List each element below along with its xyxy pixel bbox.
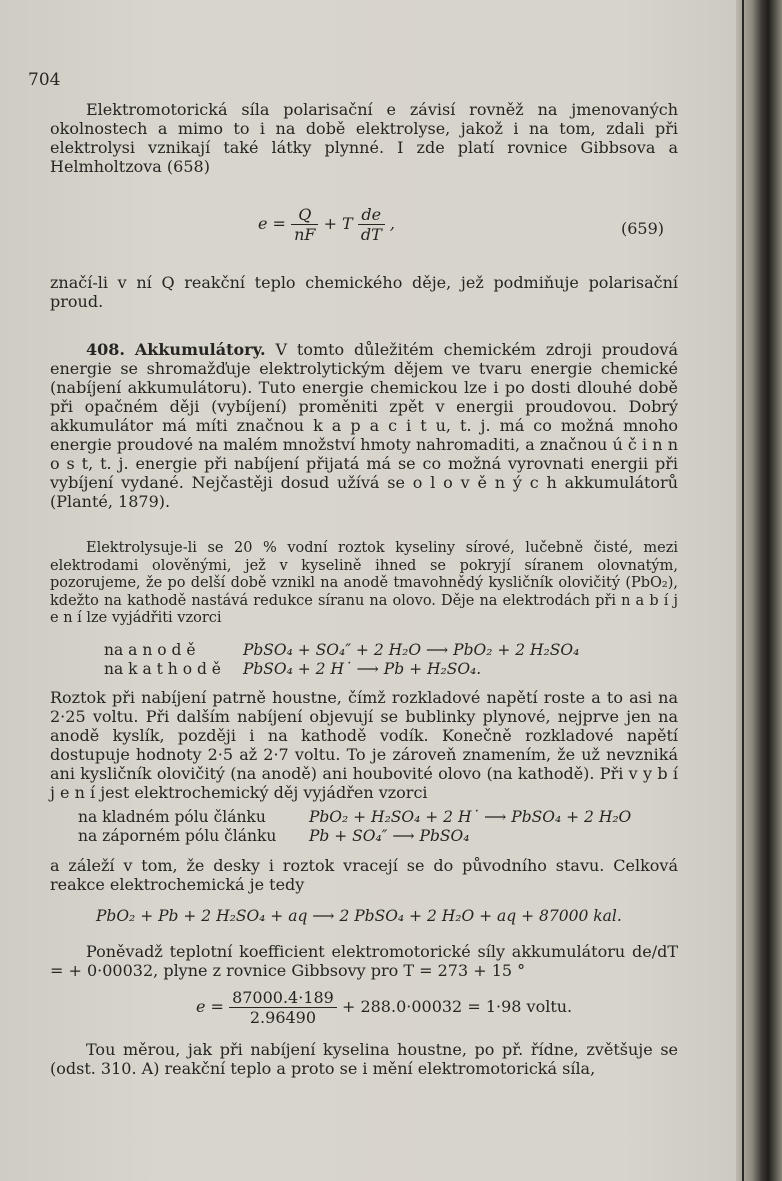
positive-pole-equation: PbO₂ + H₂SO₄ + 2 H˙ ⟶ PbSO₄ + 2 H₂O bbox=[308, 808, 632, 826]
binding-edge bbox=[742, 0, 744, 1181]
section-title: Akkumulátory. bbox=[134, 340, 266, 359]
anode-equation: PbSO₄ + SO₄″ + 2 H₂O ⟶ PbO₂ + 2 H₂SO₄ bbox=[242, 641, 580, 659]
paragraph-text: Tou měrou, jak při nabíjení kyselina houstne, po př. řídne, zvětšuje se (odst. 310. A) reakční teplo a proto se i mění elektromotorická síla, bbox=[50, 1040, 678, 1078]
paragraph-q-definition bbox=[50, 273, 678, 311]
calculation-equation bbox=[196, 988, 572, 1027]
paragraph-text: Elektromotorická síla polarisační e závisí rovněž na jmenovaných okolnostech a mimo to i na době elektrolyse, jakož i na tom, zdali při elektrolysi vznikají také látky plynné. I zde platí rovnice Gibbsova a Helmholtzova (658) bbox=[50, 100, 678, 176]
positive-pole-label: na kladném pólu článku bbox=[78, 808, 266, 826]
anode-label: na a n o d ě bbox=[104, 641, 196, 659]
paragraph-text: Roztok při nabíjení patrně houstne, čímž rozkladové napětí roste a to asi na 2·25 voltu. Při dalším nabíjení objevují se bublinky plynové, nejprve jen na anodě kyslík, později i na kathodě vodík. Konečně rozkladové napětí dostupuje hodnoty 2·5 až 2·7 voltu. To je zároveň znamením, že už nevzniká ani kysličník olovičitý (na anodě) ani houbovité olovo (na kathodě). Při v y b í j e n í jest elektrochemický děj vyjádřen vzorci bbox=[50, 688, 678, 802]
paragraph-density bbox=[50, 1040, 678, 1078]
paragraph-charging bbox=[50, 688, 678, 802]
eq-fraction-q bbox=[291, 205, 318, 244]
section-paragraph bbox=[50, 340, 678, 511]
eq-plus: + T bbox=[323, 214, 353, 233]
cathode-label: na k a t h o d ě bbox=[104, 660, 221, 678]
eq-frac2-den: dT bbox=[360, 225, 382, 244]
negative-pole-equation: Pb + SO₄″ ⟶ PbSO₄ bbox=[308, 827, 470, 845]
section-body: V tomto důležitém chemickém zdroji proudová energie se shromažďuje elektrolytickým dějem ve tvaru energie chemické (nabíjení akkumulátoru). Tuto energie chemickou lze i po dosti dlouhé době při opačném ději (vybíjení) proměniti zpět v energii proudovou. Dobrý akkumulátor má míti značnou k a p a c i t u, t. j. má co možná mnoho energie proudové na malém množství hmoty nahromaditi, a značnou ú č i n n o s t, t. j. energie při nabíjení přijatá má se co možná vyrovnati energii při vybíjení vydané. Nejčastěji dosud užívá se o l o v ě n ý c h akkumulátorů (Planté, 1879). bbox=[50, 340, 679, 511]
paragraph-text: a záleží v tom, že desky i roztok vracejí se do původního stavu. Celková reakce elektrochemická je tedy bbox=[50, 856, 678, 894]
calc-lhs: e = bbox=[196, 997, 224, 1016]
eq-lhs: e = bbox=[258, 214, 286, 233]
paragraph-polarisation bbox=[50, 100, 678, 176]
eq-frac1-den: nF bbox=[294, 225, 316, 244]
charge-anode-row bbox=[104, 641, 579, 659]
calc-tail: + 288.0·00032 = 1·98 voltu. bbox=[341, 997, 573, 1016]
section-408 bbox=[50, 340, 678, 511]
calc-numerator: 87000.4·189 bbox=[229, 988, 337, 1008]
total-reaction-equation: PbO₂ + Pb + 2 H₂SO₄ + aq ⟶ 2 PbSO₄ + 2 H₂O + aq + 87000 kal. bbox=[96, 907, 622, 925]
total-reaction bbox=[96, 907, 622, 925]
paragraph-text: značí-li v ní Q reakční teplo chemického děje, jež podmiňuje polarisační proud. bbox=[50, 273, 678, 311]
equation-number: (659) bbox=[621, 219, 665, 238]
paragraph-return bbox=[50, 856, 678, 894]
eq-tail: , bbox=[389, 214, 395, 233]
equation-659 bbox=[258, 205, 395, 244]
discharge-positive-row bbox=[78, 808, 631, 826]
page-number: 704 bbox=[28, 70, 61, 90]
calc-fraction bbox=[229, 988, 337, 1027]
eq-frac1-num: Q bbox=[291, 205, 318, 225]
eq-fraction-de bbox=[358, 205, 385, 244]
paragraph-text: Poněvadž teplotní koefficient elektromotorické síly akkumulátoru de/dT = + 0·00032, plyne z rovnice Gibbsovy pro T = 273 + 15 ° bbox=[50, 942, 678, 980]
discharge-negative-row bbox=[78, 827, 469, 845]
charge-cathode-row bbox=[104, 660, 481, 678]
cathode-equation: PbSO₄ + 2 H˙ ⟶ Pb + H₂SO₄. bbox=[242, 660, 482, 678]
section-number: 408. bbox=[86, 340, 125, 359]
paragraph-text: Elektrolysuje-li se 20 % vodní roztok kyseliny sírové, lučebně čisté, mezi elektrodami olověnými, jež v kyselině ihned se pokryjí síranem olovnatým, pozorujeme, že po delší době vznikl na anodě tmavohnědý kysličník olovičitý (PbO₂), kdežto na kathodě nastává redukce síranu na olovo. Děje na elektrodách při n a b í j e n í lze vyjádřiti vzorci bbox=[50, 540, 678, 626]
calc-denominator: 2.96490 bbox=[249, 1008, 317, 1027]
paragraph-temperature bbox=[50, 942, 678, 980]
negative-pole-label: na záporném pólu článku bbox=[78, 827, 277, 845]
paragraph-electrolysis bbox=[50, 540, 678, 628]
eq-frac2-num: de bbox=[358, 205, 385, 225]
